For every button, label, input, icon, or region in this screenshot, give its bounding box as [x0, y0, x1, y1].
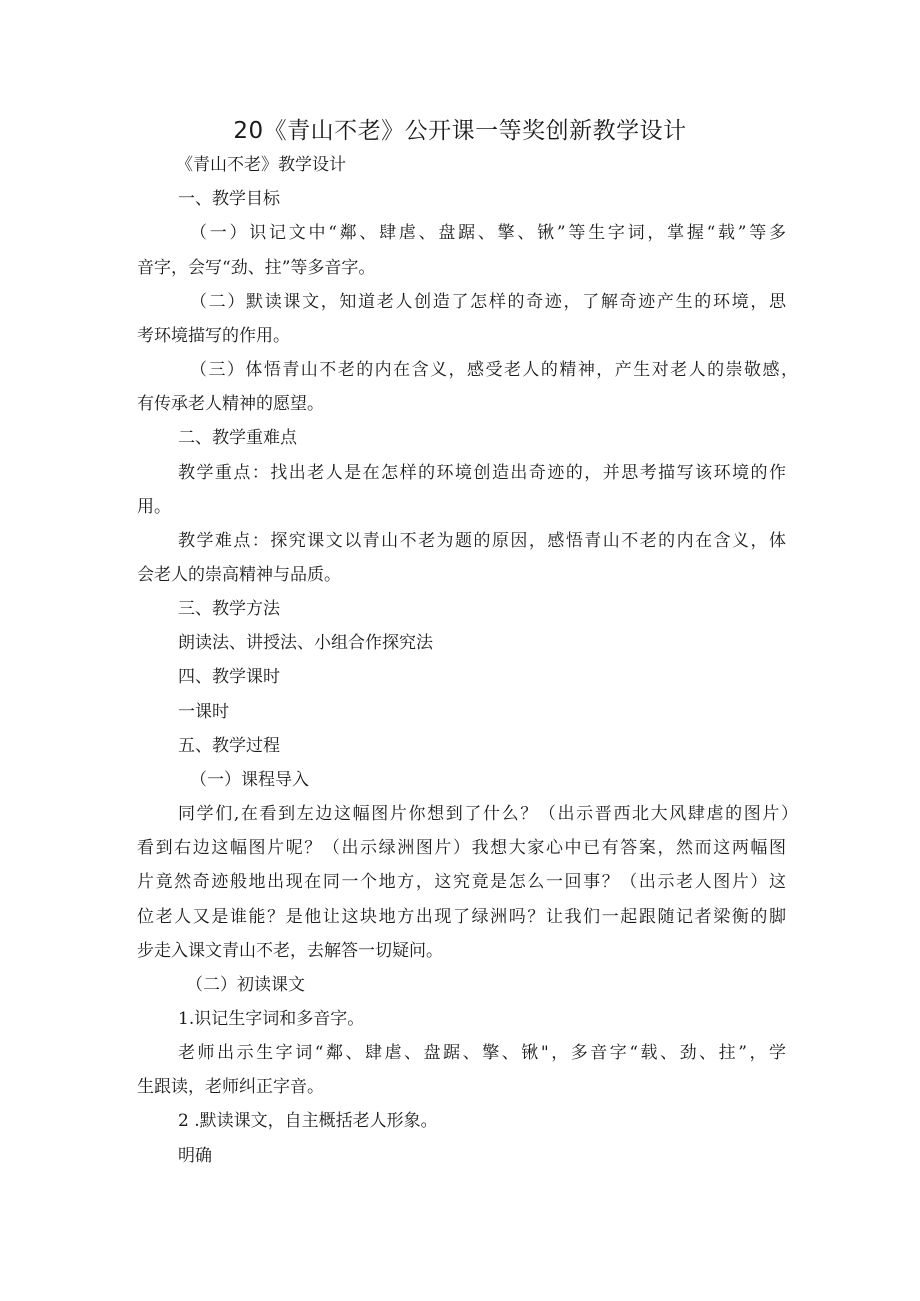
paragraph-line: 片竟然奇迹般地出现在同一个地方，这究竟是怎么一回事？（出示老人图片）这	[137, 872, 786, 892]
paragraph-line: （二）默读课文，知道老人创造了怎样的奇迹，了解奇迹产生的环境，思	[190, 292, 786, 312]
paragraph-line: 生跟读，老师纠正字音。	[137, 1077, 324, 1097]
section-heading-methods: 三、教学方法	[178, 599, 280, 619]
paragraph-line: 有传承老人精神的愿望。	[137, 394, 324, 414]
paragraph-line: 位老人又是谁能？是他让这块地方出现了绿洲吗？让我们一起跟随记者梁衡的脚	[137, 907, 786, 927]
paragraph-line: （三）体悟青山不老的内在含义，感受老人的精神，产生对老人的崇敬感，	[190, 360, 798, 380]
paragraph-line: 2 .默读课文，自主概括老人形象。	[178, 1111, 438, 1131]
paragraph-line: （一）识记文中“鄰、肆虐、盘踞、擎、锹”等生字词，掌握“载”等多	[190, 223, 786, 243]
paragraph-line: 明确	[178, 1146, 212, 1166]
paragraph-line: 教学难点：探究课文以青山不老为题的原因，感悟青山不老的内在含义，体	[178, 531, 786, 551]
section-heading-objectives: 一、教学目标	[178, 189, 280, 209]
subsection-heading: （二）初读课文	[186, 975, 305, 995]
paragraph-line: 看到右边这幅图片呢？（出示绿洲图片）我想大家心中已有答案，然而这两幅图	[137, 838, 786, 858]
paragraph-line: 同学们,在看到左边这幅图片你想到了什么？（出示晋西北大风肆虐的图片）	[178, 804, 798, 824]
subsection-heading: （一）课程导入	[190, 770, 309, 790]
paragraph-line: 音字，会写“劲、拄”等多音字。	[137, 258, 376, 278]
paragraph-line: 教学重点：找出老人是在怎样的环境创造出奇迹的，并思考描写该环境的作	[178, 463, 786, 483]
section-heading-hours: 四、教学课时	[178, 667, 280, 687]
document-title: 20《青山不老》公开课一等奖创新教学设计	[233, 118, 687, 144]
paragraph-line: 考环境描写的作用。	[137, 326, 290, 346]
paragraph-line: 用。	[137, 497, 171, 517]
paragraph-line: 1.识记生字词和多音字。	[178, 1009, 365, 1029]
paragraph-line: 会老人的崇高精神与品质。	[137, 565, 341, 585]
paragraph-line: 朗读法、讲授法、小组合作探究法	[178, 633, 433, 653]
section-heading-process: 五、教学过程	[178, 736, 280, 756]
subtitle-line: 《青山不老》教学设计	[176, 155, 346, 175]
paragraph-line: 步走入课文青山不老，去解答一切疑问。	[137, 941, 443, 961]
section-heading-key-points: 二、教学重难点	[178, 428, 297, 448]
paragraph-line: 一课时	[178, 702, 229, 722]
paragraph-line: 老师出示生字词“鄰、肆虐、盘踞、擎、锹"，多音字“载、劲、拄”，学	[178, 1043, 786, 1063]
